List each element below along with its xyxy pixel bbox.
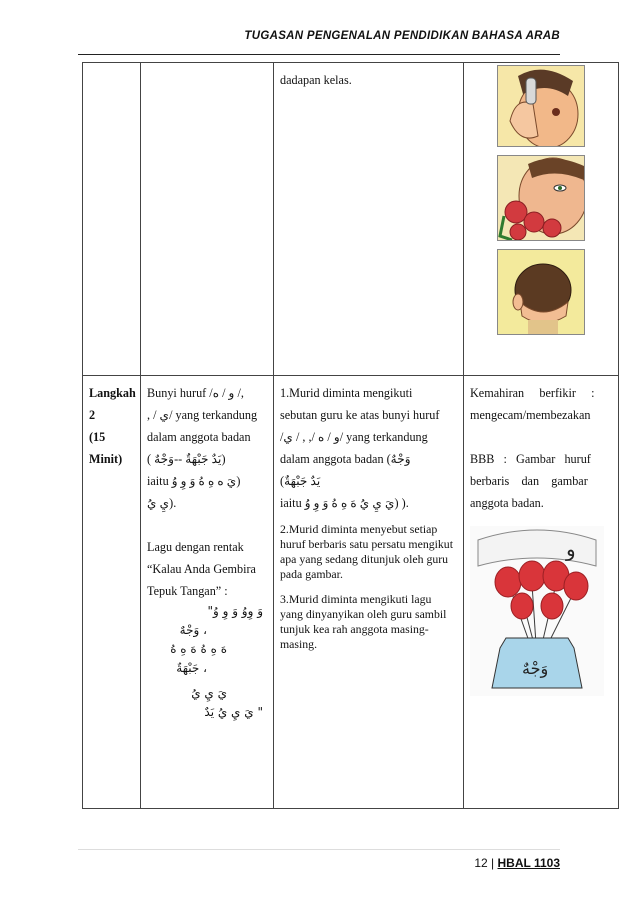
content-line: Bunyi huruf /و / ه /, (147, 386, 244, 400)
skill-line: mengecam/membezakan (470, 408, 591, 422)
song-line: وَجْهٌ ، (179, 623, 207, 637)
bbb-line: BBB : Gambar huruf (470, 452, 591, 466)
activity-paragraph: 2.Murid diminta menyebut setiap huruf berbaris satu persatu mengikut apa yang sedang ditunjuk oleh guru pada gambar. (280, 522, 453, 581)
activity-cell (274, 63, 464, 376)
song-intro: “Kalau Anda Gembira (147, 562, 256, 576)
table-row (83, 63, 619, 376)
bbb-line: anggota badan. (470, 496, 544, 510)
forehead-flowers-image (497, 155, 585, 241)
page-header: TUGASAN PENGENALAN PENDIDIKAN BAHASA ARAB (244, 30, 560, 42)
activity-paragraph: 3.Murid diminta mengikuti lagu yang dinyanyikan oleh guru sambil tunjuk kea rah anggota masing-masing. (280, 592, 447, 651)
song-line: يَ يِ يُ يَدٌ " (204, 705, 263, 719)
course-code: HBAL 1103 (497, 856, 560, 870)
song-intro: Lagu dengan rentak (147, 540, 244, 554)
content-cell (141, 63, 274, 376)
step-cell (83, 376, 141, 809)
poster-letter: و (566, 537, 576, 561)
footer-separator: | (491, 856, 495, 870)
skill-line: Kemahiran berfikir : (470, 386, 595, 400)
notes-cell (464, 63, 619, 376)
song-line: جَبْهَةٌ ، (176, 661, 207, 675)
header-rule (78, 54, 560, 55)
step-cell (83, 63, 141, 376)
content-line: يِ يُ). (147, 496, 177, 510)
table-row (83, 376, 619, 809)
face-touch-image (497, 65, 585, 147)
activity-line: sebutan guru ke atas bunyi huruf (280, 408, 440, 422)
activity-line: (يَدٌ جَبْهَةٌ (280, 474, 321, 488)
activity-text: dadapan kelas. (280, 73, 352, 87)
song-line: هَ هِ هُ هَ هِ هُ (170, 642, 227, 656)
content-line: iaitu يَ ه هِ هُ وَ وِ وُ) (147, 474, 241, 488)
activity-line: 1.Murid diminta mengikuti (280, 386, 413, 400)
notes-cell (464, 376, 619, 809)
activity-line: /و / ه /, , / ي/ yang terkandung (280, 430, 428, 444)
song-intro: Tepuk Tangan” : (147, 584, 228, 598)
content-line: , / ي/ yang terkandung (147, 408, 258, 422)
content-line: dalam anggota badan (147, 430, 251, 444)
activity-cell (274, 376, 464, 809)
step-time: (15 Minit) (89, 430, 123, 466)
song-line: "وَ وِوُ وَ وِ وُ (207, 604, 263, 618)
balloon-vase-poster (470, 526, 604, 696)
lesson-table (82, 62, 619, 809)
song-line: يَ يِ يُ (191, 686, 227, 700)
content-cell (141, 376, 274, 809)
footer-rule (78, 849, 560, 850)
bbb-line: berbaris dan gambar (470, 474, 588, 488)
content-line-arabic: ( يَدٌ جَبْهَةٌ --وَجْهٌ) (147, 452, 226, 466)
head-image (497, 249, 585, 335)
page-footer (474, 856, 560, 870)
activity-line: iaitu يَ يِ يُ هَ هِ هُ وَ وِ وُ) ). (280, 496, 409, 510)
activity-line: dalam anggota badan (وَجْهٌ (280, 452, 411, 466)
page-number: 12 (474, 856, 488, 870)
poster-word: وَجْهٌ (522, 659, 549, 678)
step-label: Langkah 2 (89, 386, 136, 422)
